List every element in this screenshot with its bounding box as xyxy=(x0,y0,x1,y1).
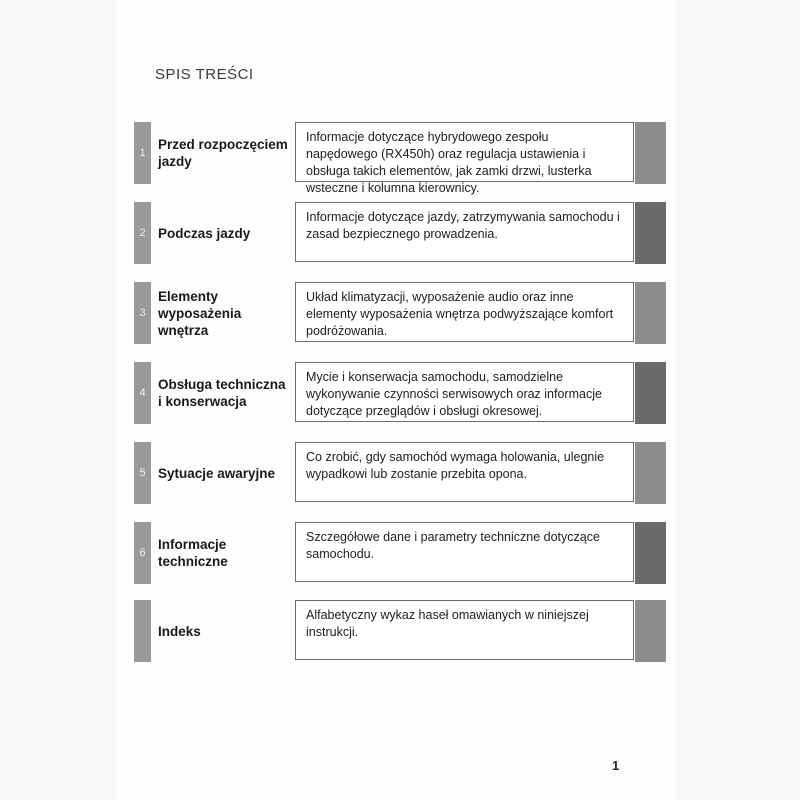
toc-row-section-4[interactable] xyxy=(134,362,666,424)
section-heading[interactable]: Obsługa techniczna i konserwacja xyxy=(158,377,286,409)
toc-row-section-6[interactable] xyxy=(134,522,666,584)
toc-row-section-2[interactable] xyxy=(134,202,666,264)
section-side-band xyxy=(635,600,666,662)
section-heading[interactable]: Sytuacje awaryjne xyxy=(158,465,276,481)
page-number: 1 xyxy=(612,758,620,773)
section-heading[interactable]: Informacje techniczne xyxy=(158,537,228,569)
section-description: Co zrobić, gdy samochód wymaga holowania, ulegnie wypadkowi lub zostanie przebita opona. xyxy=(295,442,634,502)
toc-row-section-1[interactable] xyxy=(134,122,666,195)
section-side-band xyxy=(635,122,666,184)
section-description: Informacje dotyczące hybrydowego zespołu napędowego (RX450h) oraz regulacja ustawienia i obsługa takich elementów, jak zamki drzwi, lusterka wsteczne i kolumna kierownicy. xyxy=(295,122,634,182)
section-description: Alfabetyczny wykaz haseł omawianych w niniejszej instrukcji. xyxy=(295,600,634,660)
section-description: Układ klimatyzacji, wyposażenie audio oraz inne elementy wyposażenia wnętrza podwyższające komfort podróżowania. xyxy=(295,282,634,342)
section-side-band xyxy=(635,442,666,504)
section-tab-number xyxy=(134,600,151,662)
section-tab-number: 5 xyxy=(134,442,151,504)
section-heading[interactable]: Indeks xyxy=(158,623,201,639)
toc-row-section-3[interactable] xyxy=(134,282,666,344)
section-description: Mycie i konserwacja samochodu, samodzielne wykonywanie czynności serwisowych oraz informacje dotyczące przeglądów i obsługi okresowej. xyxy=(295,362,634,422)
section-tab-number: 4 xyxy=(134,362,151,424)
section-heading[interactable]: Podczas jazdy xyxy=(158,225,251,241)
section-tab-number: 2 xyxy=(134,202,151,264)
page-title: SPIS TREŚCI xyxy=(155,66,254,83)
toc-row-index[interactable] xyxy=(134,600,666,662)
section-tab-number: 1 xyxy=(134,122,151,184)
section-side-band xyxy=(635,522,666,584)
section-side-band xyxy=(635,362,666,424)
section-side-band xyxy=(635,282,666,344)
section-side-band xyxy=(635,202,666,264)
section-heading[interactable]: Elementy wyposażenia wnętrza xyxy=(158,288,242,338)
section-description: Szczegółowe dane i parametry techniczne dotyczące samochodu. xyxy=(295,522,634,582)
section-tab-number: 6 xyxy=(134,522,151,584)
section-tab-number: 3 xyxy=(134,282,151,344)
section-heading[interactable]: Przed rozpoczęciem jazdy xyxy=(158,137,288,169)
section-description: Informacje dotyczące jazdy, zatrzymywania samochodu i zasad bezpiecznego prowadzenia. xyxy=(295,202,634,262)
toc-row-section-5[interactable] xyxy=(134,442,666,504)
